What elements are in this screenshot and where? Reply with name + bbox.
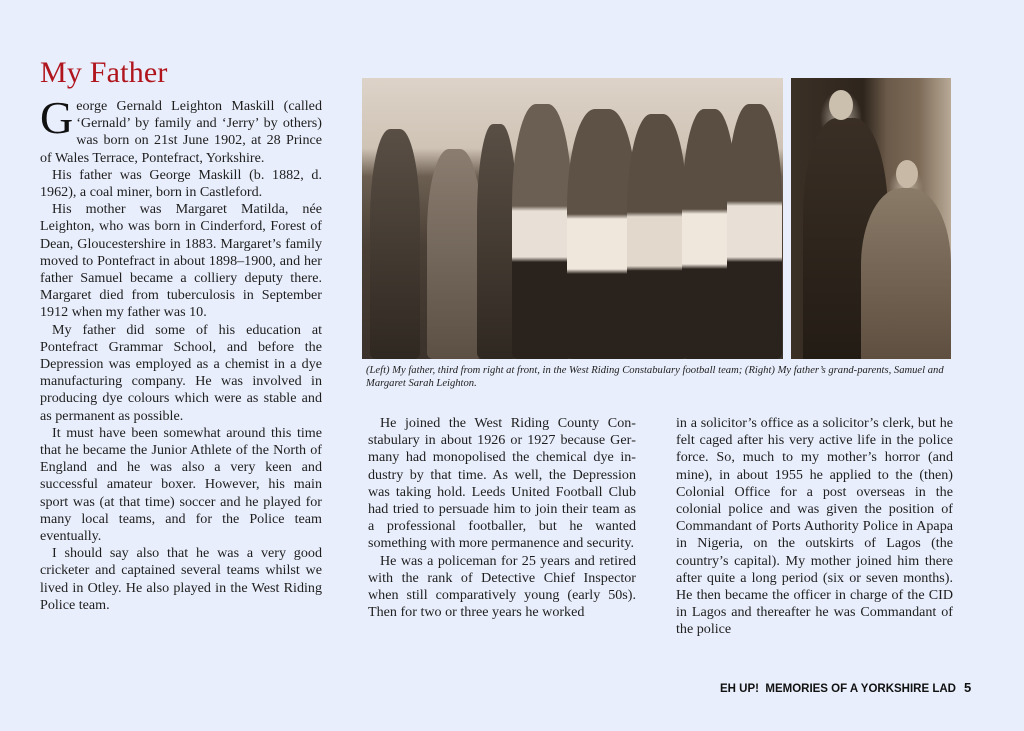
paragraph: in a solicitor’s office as a solicitor’s clerk, but he felt caged after his very active life in the police force. So, much to my mother’s horror (and mine), in about 1955 he applied to the (then) Colonial Office for a post overseas in the colonial police and was given the position of Commandant of Ports Authority Police in Apapa in Nigeria, on the outskirts of Lagos (the country’s capital). My mother joined him there after quite a long period (six or seven months). He then became the officer in charge of the CID in Lagos and thereafter he was Commandant of the police (676, 415, 953, 638)
page-number: 5 (963, 680, 972, 695)
paragraph: He joined the West Riding County Constabulary in about 1926 or 1927 because Germany had monopolised the chemical dye industry by that time. As well, the Depression was taking hold. Leeds United Football Club had tried to persuade him to join their team as a professional footballer, but he wanted something with more permanence and security. (368, 415, 636, 552)
text-column-3 (676, 415, 953, 639)
paragraph: His father was George Maskill (b. 1882, d. 1962), a coal miner, born in Castleford. (40, 166, 322, 201)
grandparents-photo (791, 78, 951, 359)
running-footer (720, 680, 971, 695)
paragraph: George Gernald Leighton Maskill (called ‘Gernald’ by family and ‘Jerry’ by others) was born on 21st June 1902, at 28 Prince of Wales Terrace, Pontefract, Yorkshire. (40, 92, 322, 166)
paragraph: I should say also that he was a very good cricketer and captained several teams whilst we lived in Otley. He also played in the West Riding Police team. (40, 545, 322, 613)
text-column-1 (40, 92, 322, 614)
text-column-2 (368, 415, 636, 621)
paragraph: It must have been somewhat around this time that he became the Junior Athlete of the North of England and he was also a very keen and successful amateur boxer. However, his main sport was (at that time) soccer and he played for many local teams, and for the Police team eventually. (40, 424, 322, 545)
figure-caption: (Left) My father, third from right at front, in the West Riding Constabulary football team; (Right) My father’s grand-parents, Samuel and Margaret Sarah Leighton. (366, 365, 944, 389)
paragraph: He was a policeman for 25 years and retired with the rank of Detective Chief Inspector when still comparatively young (early 50s). Then for two or three years he worked (368, 552, 636, 621)
paragraph: His mother was Margaret Matilda, née Leighton, who was born in Cinderford, Forest of Dean, Gloucestershire in 1883. Margaret’s family moved to Pontefract in about 1898–1900, and her father Samuel became a colliery deputy there. Margaret died from tuberculosis in September 1912 when my father was 10. (40, 201, 322, 321)
book-title: EH UP! MEMORIES OF A YORKSHIRE LAD (720, 683, 956, 695)
paragraph: My father did some of his education at Pontefract Grammar School, and before the Depression was employed as a chemist in a dye manufacturing company. He was involved in producing dye colours which were as stable and as permanent as possible. (40, 321, 322, 424)
drop-cap: G (40, 92, 74, 143)
page-title: My Father (40, 56, 168, 89)
football-team-photo (362, 78, 783, 359)
